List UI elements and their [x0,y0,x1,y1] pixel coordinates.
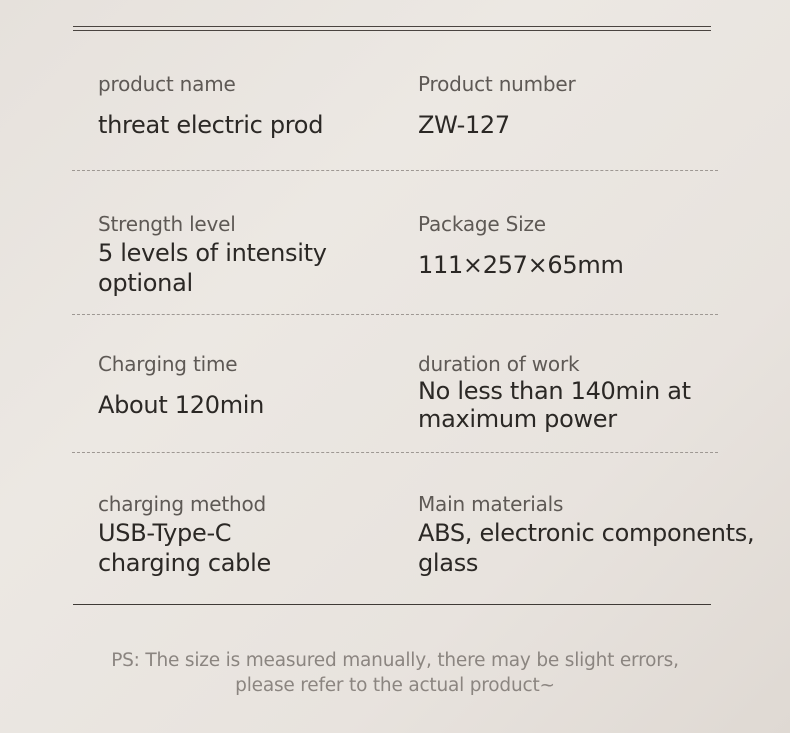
spec-cell-charging-time [98,352,264,420]
spec-value: 111×257×65mm [418,251,624,279]
spec-value-line: 5 levels of intensity [98,239,327,267]
footnote-line-1: PS: The size is measured manually, there may be slight errors, [111,650,679,671]
spec-label: Strength level [98,212,236,236]
spec-cell-package-size [418,212,624,280]
spec-value-line: glass [418,549,479,577]
spec-label: product name [98,72,236,96]
spec-cell-charging-method [98,492,271,578]
spec-cell-product-number [418,72,576,140]
spec-value-line: USB-Type-C [98,519,232,547]
top-double-rule [73,26,711,31]
row-divider [72,170,718,171]
spec-value: About 120min [98,391,265,419]
spec-label: Package Size [418,212,546,236]
spec-label: Charging time [98,352,238,376]
bottom-rule [73,604,711,605]
spec-label: Product number [418,72,576,96]
spec-cell-main-materials [418,492,754,578]
footnote-line-2: please refer to the actual product~ [235,675,555,696]
row-divider [72,452,718,453]
spec-value: threat electric prod [98,111,324,139]
spec-value-line: charging cable [98,549,271,577]
spec-label: charging method [98,492,267,516]
spec-value-line: No less than 140min at [418,377,691,405]
spec-cell-product-name [98,72,323,140]
spec-cell-duration-of-work [418,352,691,433]
spec-value: ZW-127 [418,111,510,139]
spec-label: Main materials [418,492,564,516]
spec-value-line: ABS, electronic components, [418,519,755,547]
spec-value-line: optional [98,269,193,297]
row-divider [72,314,718,315]
spec-cell-strength-level [98,212,327,298]
spec-value-line: maximum power [418,405,617,433]
spec-label: duration of work [418,352,580,376]
